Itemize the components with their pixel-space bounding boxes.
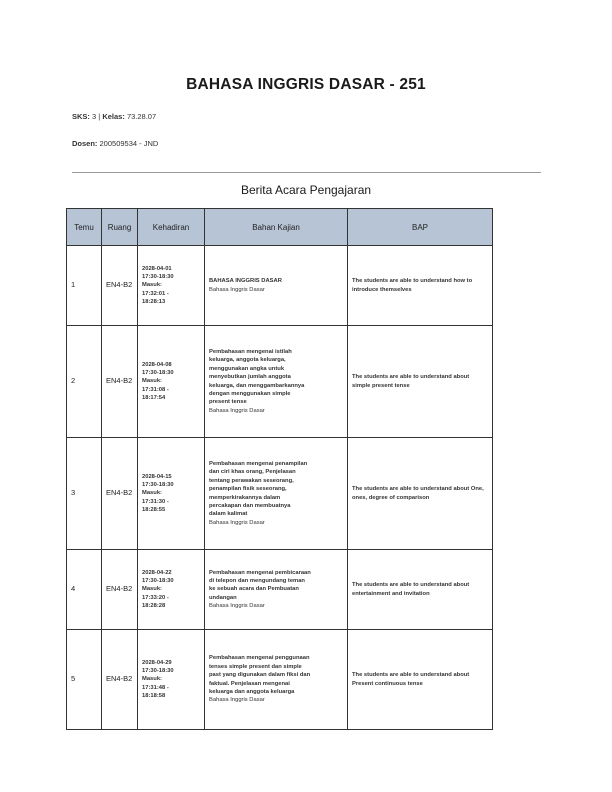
table-row xyxy=(67,326,493,438)
cell-temu: 1 xyxy=(67,246,102,326)
topic-line: faktual. Penjelasan mengenai xyxy=(209,680,290,687)
topic-line: percakapan dan membuatnya xyxy=(209,502,291,509)
cell-bap: The students are able to understand how to introduce themselves xyxy=(348,246,493,326)
table-row xyxy=(67,550,493,630)
table-row xyxy=(67,438,493,550)
cell-bap: The students are able to understand about simple present tense xyxy=(348,326,493,438)
topic-course-name: Bahasa Inggris Dasar xyxy=(209,603,265,610)
topic-course-name: Bahasa Inggris Dasar xyxy=(209,286,265,293)
topic-line: dan ciri khas orang, Penjelasan xyxy=(209,469,296,476)
cell-bahan-kajian xyxy=(205,438,348,550)
header-bap: BAP xyxy=(348,209,493,246)
cell-bap: The students are able to understand about entertainment and invitation xyxy=(348,550,493,630)
topic-line: keluarga dan anggota keluarga xyxy=(209,688,295,695)
header-kehadiran: Kehadiran xyxy=(138,209,205,246)
topic-line: past yang digunakan dalam fiksi dan xyxy=(209,672,311,679)
topic-line: menggunakan angka untuk xyxy=(209,365,285,372)
course-meta-line xyxy=(72,112,156,121)
table-header-row xyxy=(67,209,493,246)
cell-temu: 4 xyxy=(67,550,102,630)
topic-line: tenses simple present dan simple xyxy=(209,663,302,670)
attendance-line: 17:31:48 - xyxy=(142,684,169,691)
attendance-line: 17:30-18:30 xyxy=(142,273,174,280)
topic-line: keluarga, dan menggambarkannya xyxy=(209,382,305,389)
attendance-line: 17:33:20 - xyxy=(142,594,169,601)
attendance-line: 2028-04-01 xyxy=(142,265,172,272)
cell-kehadiran xyxy=(138,438,205,550)
attendance-line: Masuk: xyxy=(142,378,162,385)
cell-ruang: EN4-B2 xyxy=(102,246,138,326)
cell-bahan-kajian xyxy=(205,246,348,326)
attendance-line: 18:17:54 xyxy=(142,395,166,402)
cell-temu: 2 xyxy=(67,326,102,438)
topic-course-name: Bahasa Inggris Dasar xyxy=(209,407,265,414)
cell-bap: The students are able to understand about One, ones, degree of comparison xyxy=(348,438,493,550)
cell-kehadiran xyxy=(138,550,205,630)
cell-ruang: EN4-B2 xyxy=(102,326,138,438)
cell-kehadiran xyxy=(138,630,205,730)
attendance-line: 2028-04-08 xyxy=(142,361,172,368)
cell-kehadiran xyxy=(138,246,205,326)
topic-line: memperkirakannya dalam xyxy=(209,494,281,501)
section-title: Berita Acara Pengajaran xyxy=(240,183,372,197)
topic-line: Pembahasan mengenai penggunaan xyxy=(209,655,310,662)
header-ruang: Ruang xyxy=(102,209,138,246)
class-value: 73.28.07 xyxy=(126,112,157,121)
topic-line: dengan menggunakan simple xyxy=(209,390,291,397)
topic-line: dalam kalimat xyxy=(209,511,248,518)
attendance-line: Masuk: xyxy=(142,676,162,683)
header-temu: Temu xyxy=(67,209,102,246)
attendance-line: 18:28:55 xyxy=(142,507,166,514)
cell-temu: 3 xyxy=(67,438,102,550)
meta-separator: | xyxy=(98,112,101,121)
attendance-line: 17:31:30 - xyxy=(142,498,169,505)
attendance-line: Masuk: xyxy=(142,586,162,593)
header-divider xyxy=(72,172,541,173)
attendance-line: Masuk: xyxy=(142,282,162,289)
cell-ruang: EN4-B2 xyxy=(102,630,138,730)
attendance-line: 17:30-18:30 xyxy=(142,667,174,674)
cell-bahan-kajian xyxy=(205,326,348,438)
cell-bahan-kajian xyxy=(205,630,348,730)
cell-bap: The students are able to understand about Present continuous tense xyxy=(348,630,493,730)
table-row xyxy=(67,246,493,326)
attendance-line: 17:31:08 - xyxy=(142,386,169,393)
attendance-line: 17:30-18:30 xyxy=(142,481,174,488)
topic-line: di telepon dan mengundang teman xyxy=(209,577,305,584)
topic-line: tentang perawakan seseorang, xyxy=(209,477,294,484)
attendance-line: 2028-04-15 xyxy=(142,473,172,480)
sks-label: SKS: xyxy=(72,112,90,121)
teaching-record-table xyxy=(66,208,493,730)
cell-bahan-kajian xyxy=(205,550,348,630)
topic-line: Pembahasan mengenai penampilan xyxy=(209,460,308,467)
lecturer-label: Dosen: xyxy=(72,139,98,148)
topic-course-name: Bahasa Inggris Dasar xyxy=(209,697,265,704)
attendance-line: 18:28:28 xyxy=(142,603,166,610)
cell-kehadiran xyxy=(138,326,205,438)
table-row xyxy=(67,630,493,730)
attendance-line: 17:30-18:30 xyxy=(142,577,174,584)
topic-line: undangan xyxy=(209,594,237,601)
attendance-line: 18:18:58 xyxy=(142,693,166,700)
attendance-line: 2028-04-29 xyxy=(142,659,172,666)
cell-temu: 5 xyxy=(67,630,102,730)
topic-line: BAHASA INGGRIS DASAR xyxy=(209,278,282,285)
topic-line: Pembahasan mengenai pembicaraan xyxy=(209,569,311,576)
topic-line: menyebutkan jumlah anggota xyxy=(209,374,291,381)
attendance-line: Masuk: xyxy=(142,490,162,497)
attendance-line: 17:32:01 - xyxy=(142,290,169,297)
topic-line: ke sebuah acara dan Pembuatan xyxy=(209,586,299,593)
attendance-line: 18:28:13 xyxy=(142,299,166,306)
attendance-line: 2028-04-22 xyxy=(142,569,172,576)
cell-ruang: EN4-B2 xyxy=(102,438,138,550)
topic-course-name: Bahasa Inggris Dasar xyxy=(209,519,265,526)
header-bahan-kajian: Bahan Kajian xyxy=(205,209,348,246)
topic-line: keluarga, anggota keluarga, xyxy=(209,357,286,364)
class-label: Kelas: xyxy=(102,112,125,121)
document-title: BAHASA INGGRIS DASAR - 251 xyxy=(186,76,426,93)
topic-line: present tense xyxy=(209,399,247,406)
attendance-line: 17:30-18:30 xyxy=(142,369,174,376)
cell-ruang: EN4-B2 xyxy=(102,550,138,630)
topic-line: penampilan fisik seseorang, xyxy=(209,486,287,493)
lecturer-value: 200509534 - JND xyxy=(99,139,159,148)
lecturer-line xyxy=(72,139,158,148)
topic-line: Pembahasan mengenai istilah xyxy=(209,348,292,355)
sks-value: 3 xyxy=(92,112,97,121)
